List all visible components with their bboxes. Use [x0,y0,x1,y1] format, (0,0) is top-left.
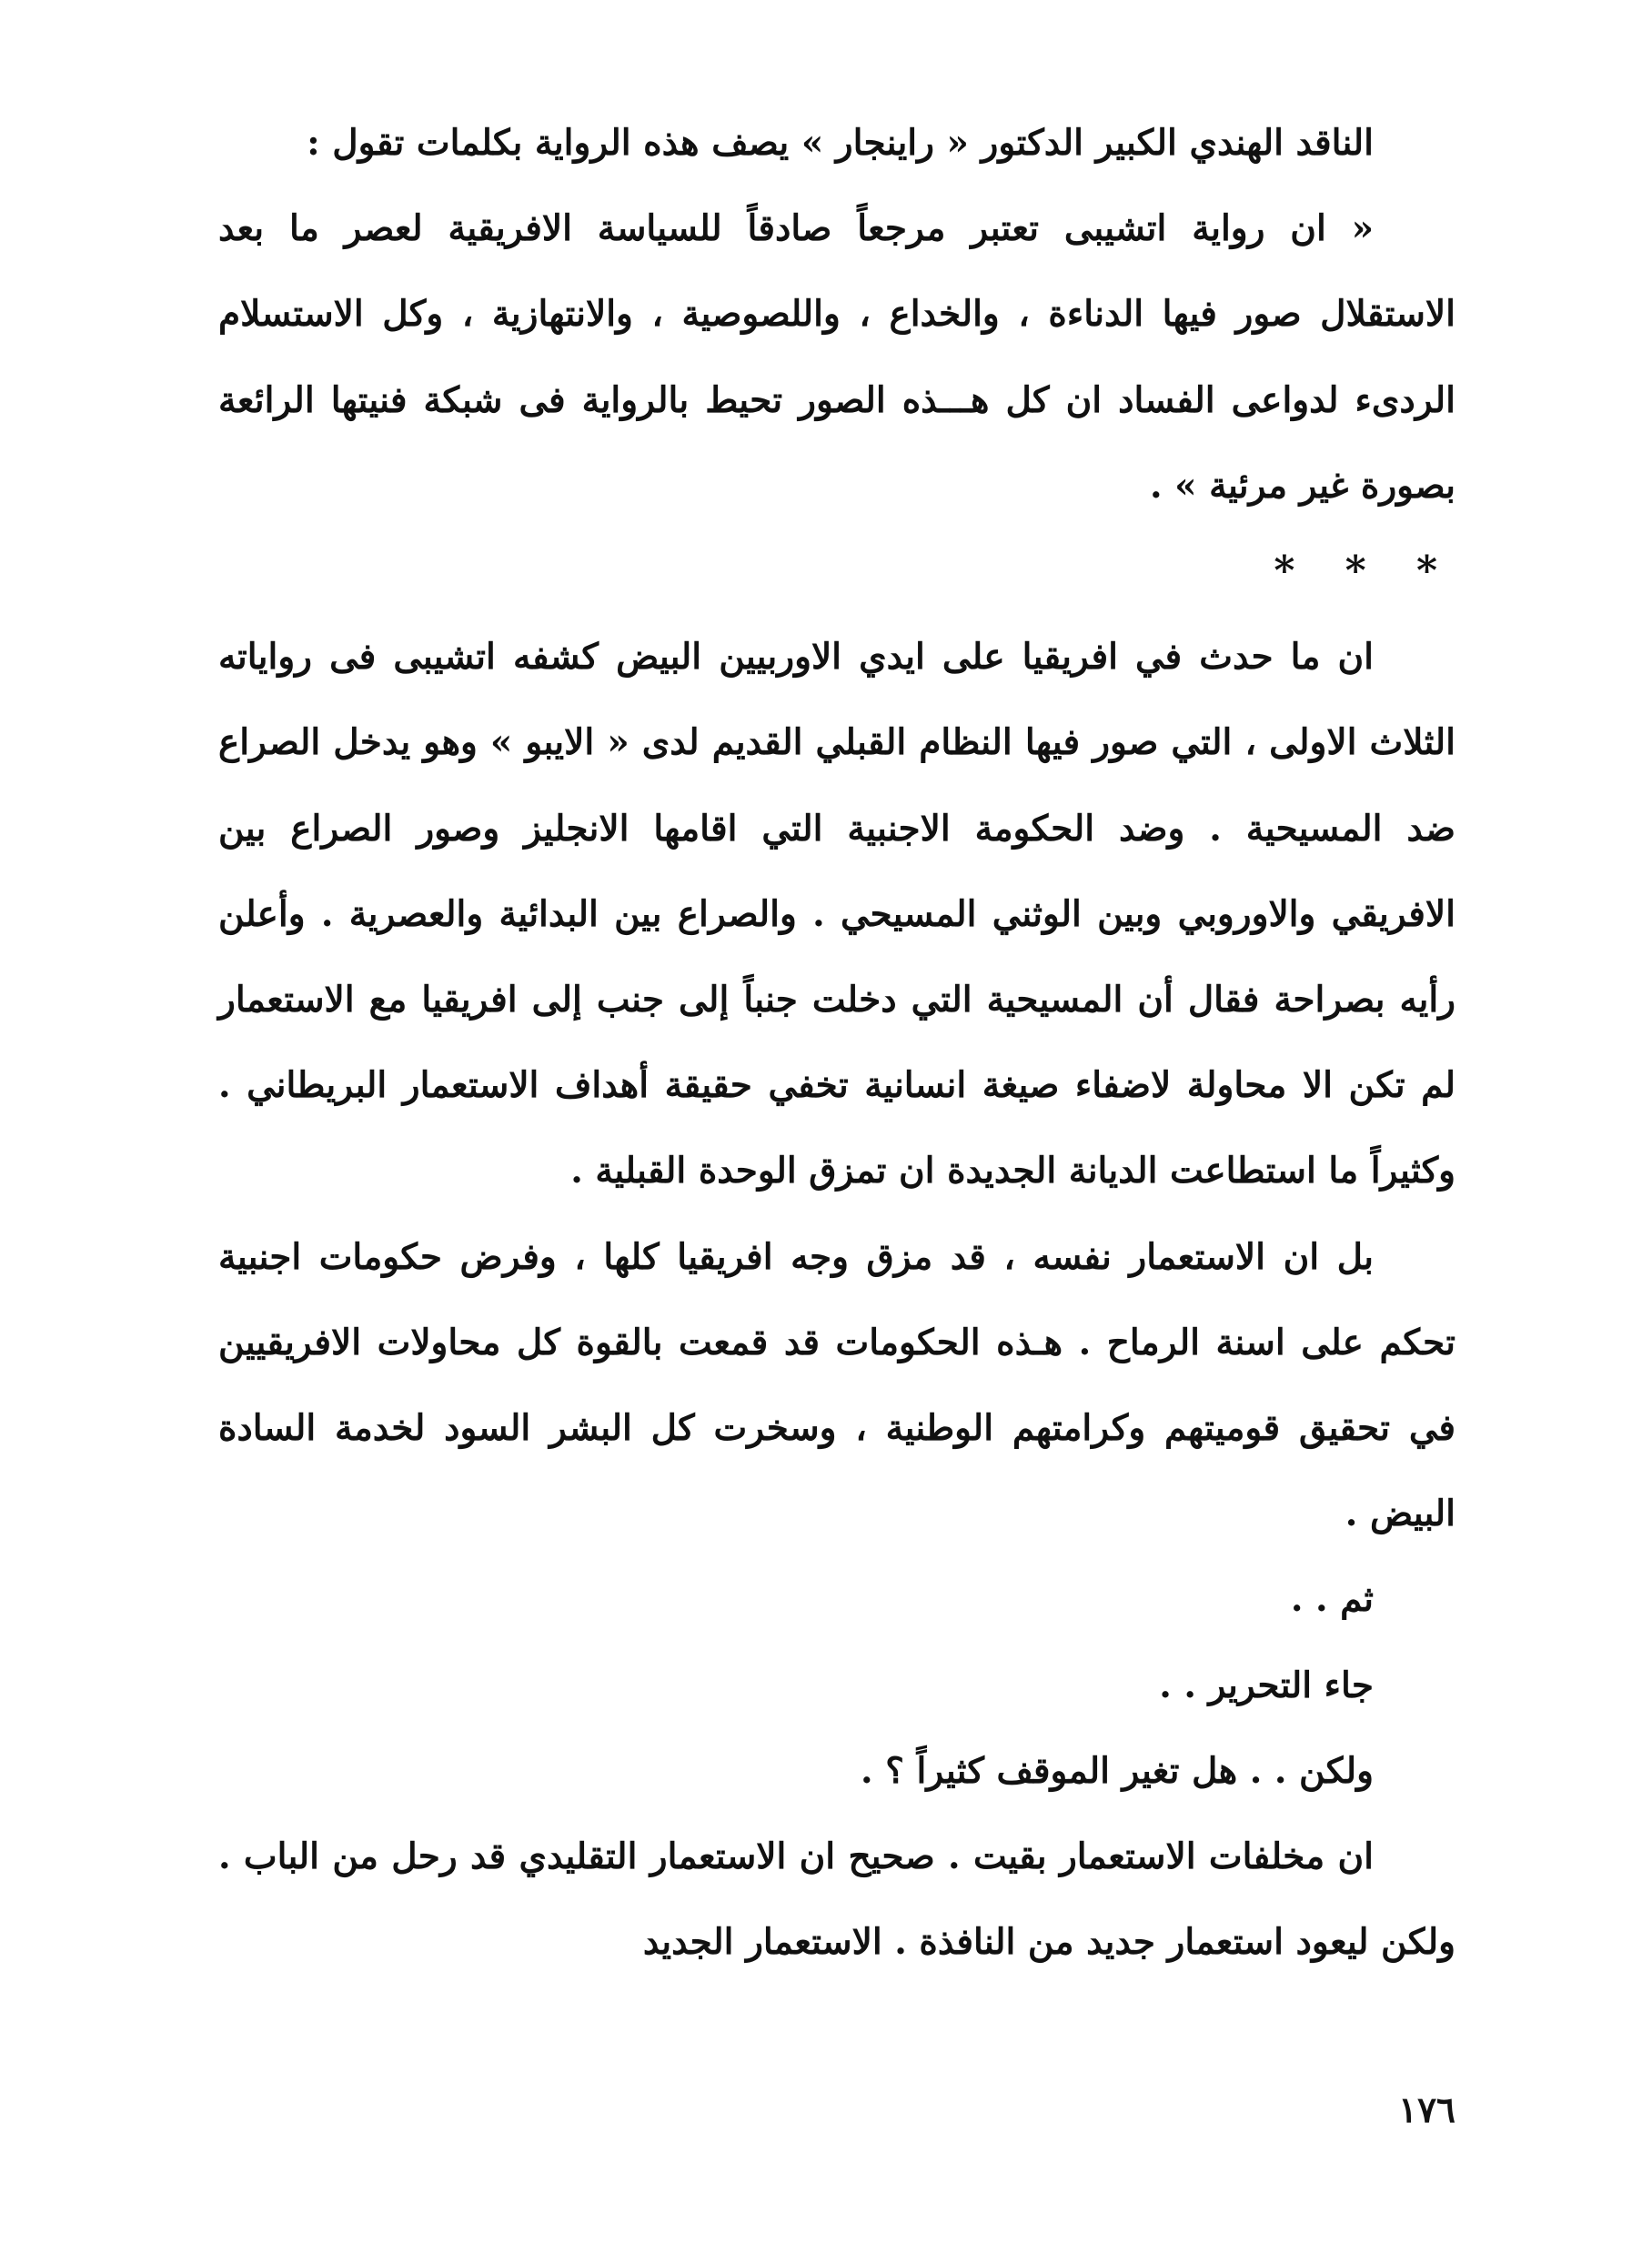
page-body [218,100,1456,1985]
short-line-liberation: جاء التحرير . . [1159,1664,1374,1706]
paragraph-colonialism: بل ان الاستعمار نفسه ، قد مزق وجه افريقيا كلها ، وفرض حكومات اجنبية تحكم على اسنة الرماح . هـذه الحكومات قد قمعت بالقوة كل محاولات الافريقيين في تحقيق قوميتهم وكرامتهم الوطنية ، وسخرت كل البشر السود لخدمة السادة البيض . [218,1235,1456,1535]
short-line-question: ولكن . . هل تغير الموقف كثيراً ؟ . [861,1749,1374,1792]
paragraph-quote: « ان رواية اتشيبى تعتبر مرجعاً صادقاً للسياسة الافريقية لعصر ما بعد الاستقلال صور فيها الدناءة ، والخداع ، واللصوصية ، والانتهازية ، وكل الاستسلام الردىء لدواعى الفساد ان كل هـــذه الصور تحيط بالرواية فى شبكة فنيتها الرائعة بصورة غير مرئية » . [218,207,1456,507]
short-line-then: ثم . . [1290,1578,1374,1621]
paragraph-intro: الناقد الهندي الكبير الدكتور « راينجار » يصف هذه الرواية بكلمات تقول : [307,122,1374,164]
page-number: ١٧٦ [1398,2089,1456,2131]
paragraph-history: ان ما حدث في افريقيا على ايدي الاوربيين البيض كشفه اتشيبى فى رواياته الثلاث الاولى ، التي صور فيها النظام القبلي القديم لدى « الايبو » وهو يدخل الصراع ضد المسيحية . وضد الحكومة الاجنبية التي اقامها الانجليز وصور الصراع بين الافريقي والاوروبي وبين الوثني المسيحي . والصراع بين البدائية والعصرية . وأعلن رأيه بصراحة فقال أن المسيحية التي دخلت جنباً إلى جنب إلى افريقيا مع الاستعمار لم تكن الا محاولة لاضفاء صيغة انسانية تخفي حقيقة أهداف الاستعمار البريطاني . وكثيراً ما استطاعت الديانة الجديدة ان تمزق الوحدة القبلية . [218,636,1456,1192]
paragraph-neocolonialism: ان مخلفات الاستعمار بقيت . صحيح ان الاستعمار التقليدي قد رحل من الباب . ولكن ليعود استعمار جديد من النافذة . الاستعمار الجديد [218,1836,1456,1964]
section-separator: * * * [1274,548,1456,595]
